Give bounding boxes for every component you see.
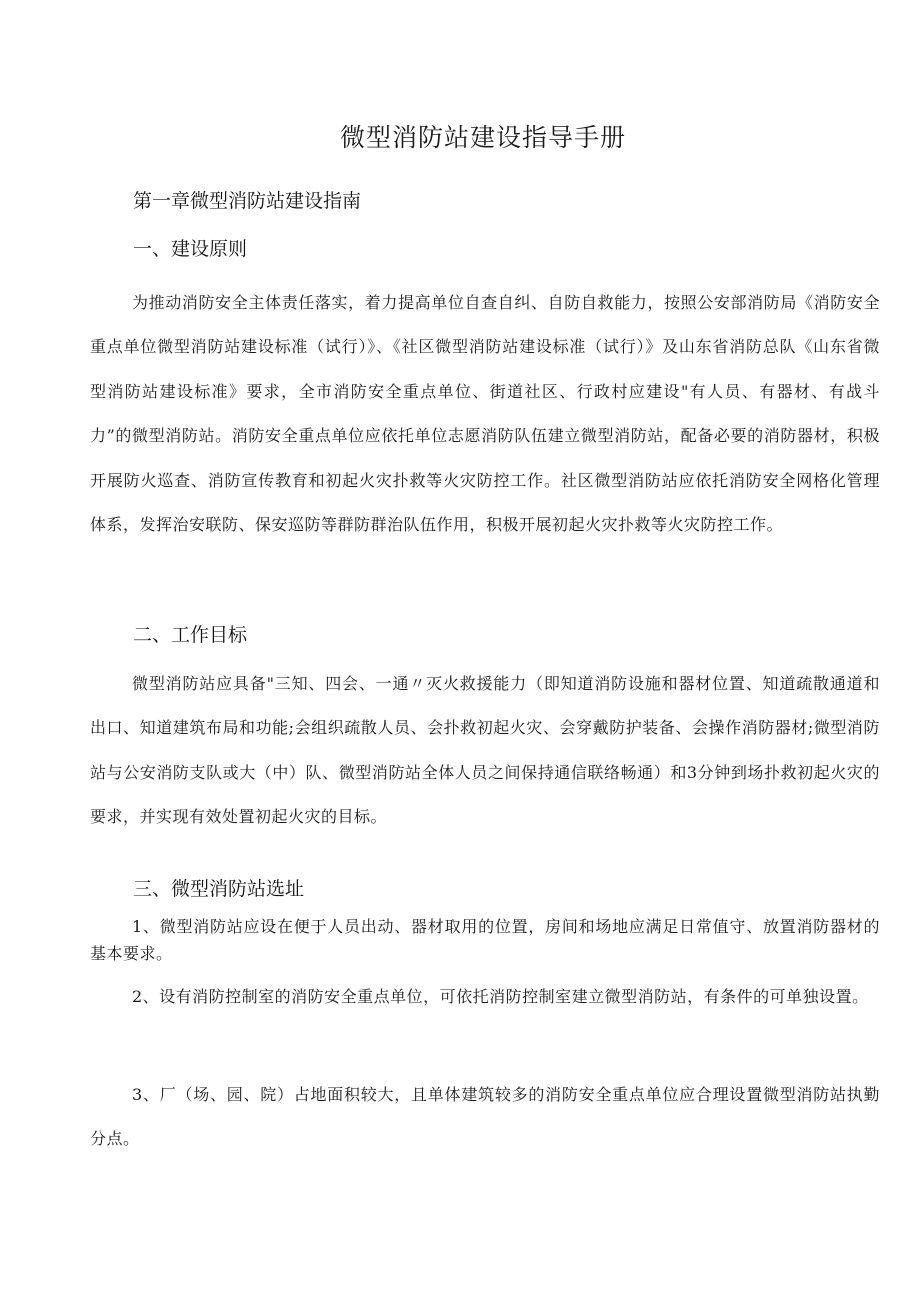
- site-item-3: [90, 1073, 880, 1162]
- paragraph: 1、微型消防站应设在便于人员出动、器材取用的位置，房间和场地应满足日常值守、放置消防器材的基本要求。: [90, 917, 880, 963]
- site-item-2: [90, 975, 880, 1019]
- section-body-goals: [90, 662, 880, 840]
- section-body-principles: [90, 281, 880, 547]
- site-item-1: [90, 913, 880, 967]
- paragraph: 为推动消防安全主体责任落实，着力提高单位自查自纠、自防自救能力，按照公安部消防局《消防安全重点单位微型消防站建设标准（试行）》、《社区微型消防站建设标准（试行）》及山东省消防总队《山东省微型消防站建设标准》要求，全市消防安全重点单位、街道社区、行政村应建设"有人员、有器材、有战斗力”的微型消防站。消防安全重点单位应依托单位志愿消防队伍建立微型消防站，配备必要的消防器材，积极开展防火巡查、消防宣传教育和初起火灾扑救等火灾防控工作。社区微型消防站应依托消防安全网格化管理体系，发挥治安联防、保安巡防等群防群治队伍作用，积极开展初起火灾扑救等火灾防控工作。: [90, 293, 880, 535]
- chapter-heading: 第一章微型消防站建设指南: [133, 190, 362, 212]
- paragraph: 微型消防站应具备"三知、四会、一通〃灭火救援能力（即知道消防设施和器材位置、知道疏散通道和出口、知道建筑布局和功能;会组织疏散人员、会扑救初起火灾、会穿戴防护装备、会操作消防器材;微型消防站与公安消防支队或大（中）队、微型消防站全体人员之间保持通信联络畅通）和3分钟到场扑救初起火灾的要求，并实现有效处置初起火灾的目标。: [90, 674, 880, 827]
- section-heading-goals: 二、工作目标: [133, 624, 248, 646]
- section-heading-principles: 一、建设原则: [133, 238, 248, 260]
- paragraph: 2、设有消防控制室的消防安全重点单位，可依托消防控制室建立微型消防站，有条件的可单独设置。: [132, 987, 869, 1006]
- document-title: 微型消防站建设指导手册: [339, 123, 626, 152]
- section-heading-site-selection: 三、微型消防站选址: [133, 878, 305, 900]
- paragraph: 3、厂（场、园、院）占地面积较大，且单体建筑较多的消防安全重点单位应合理设置微型消防站执勤分点。: [90, 1085, 880, 1149]
